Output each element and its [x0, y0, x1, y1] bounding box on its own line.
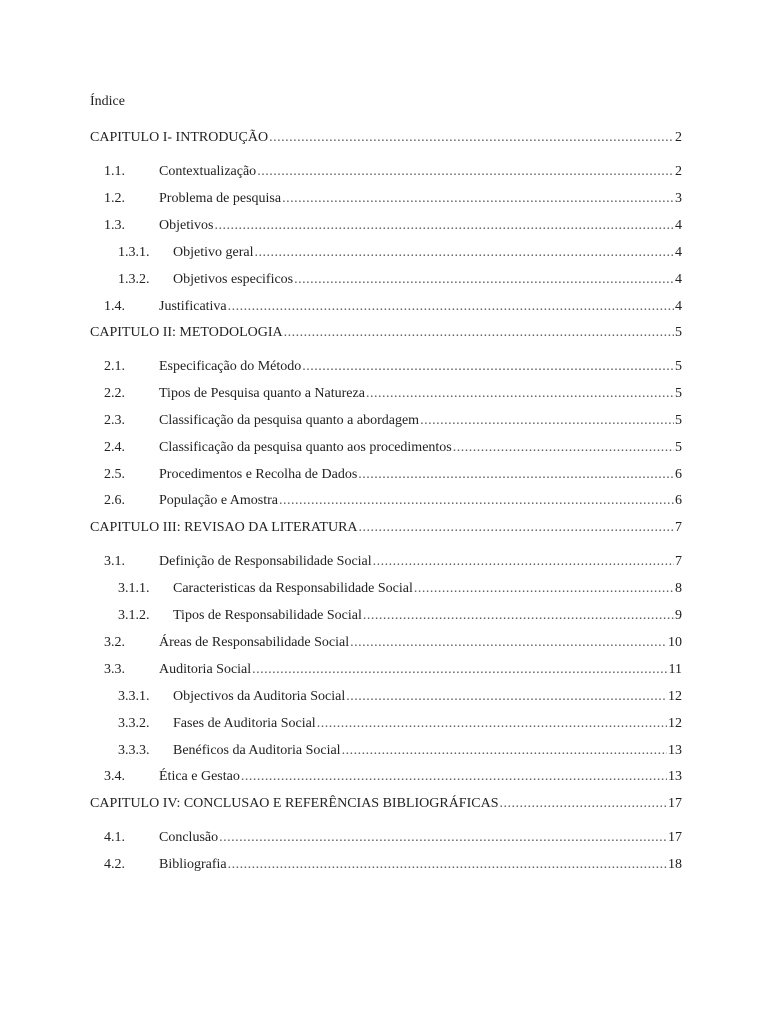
- toc-section-entry[interactable]: [90, 438, 682, 458]
- toc-dot-leader: [358, 465, 674, 485]
- toc-entry-title: Especificação do Método: [159, 359, 302, 374]
- toc-entry-title: Justificativa: [159, 299, 227, 314]
- toc-section-entry[interactable]: [90, 579, 682, 599]
- toc-section-entry[interactable]: [90, 216, 682, 236]
- toc-section-entry[interactable]: [90, 687, 682, 707]
- toc-dot-leader: [317, 714, 667, 734]
- toc-entry-title: Conclusão: [159, 830, 219, 845]
- toc-entry-title: Tipos de Pesquisa quanto a Natureza: [159, 386, 365, 401]
- toc-entry-number: 3.3.3.: [118, 743, 150, 758]
- toc-entry-page-number: 2: [675, 164, 682, 179]
- toc-section-entry[interactable]: [90, 660, 682, 680]
- toc-dot-leader: [420, 411, 674, 431]
- toc-entry-page-number: 4: [675, 245, 682, 260]
- toc-entry-title: População e Amostra: [159, 493, 278, 508]
- toc-section-entry[interactable]: [90, 243, 682, 263]
- toc-entry-number: 1.4.: [104, 299, 125, 314]
- toc-section-entry[interactable]: [90, 384, 682, 404]
- toc-entry-number: 3.2.: [104, 635, 125, 650]
- toc-entry-title: CAPITULO I- INTRODUÇÃO: [90, 130, 269, 145]
- toc-entry-title: Ética e Gestao: [159, 769, 240, 784]
- toc-entry-title: Áreas de Responsabilidade Social: [159, 635, 350, 650]
- toc-entry-title: Objetivos: [159, 218, 214, 233]
- toc-dot-leader: [346, 687, 667, 707]
- toc-entry-page-number: 5: [675, 440, 682, 455]
- toc-heading: Índice: [90, 94, 125, 109]
- toc-entry-page-number: 9: [675, 608, 682, 623]
- toc-section-entry[interactable]: [90, 633, 682, 653]
- toc-entry-page-number: 5: [675, 325, 682, 340]
- toc-dot-leader: [257, 162, 674, 182]
- toc-entry-title: Objetivo geral: [173, 245, 254, 260]
- toc-entry-title: Objectivos da Auditoria Social: [173, 689, 346, 704]
- toc-section-entry[interactable]: [90, 465, 682, 485]
- toc-entry-number: 1.1.: [104, 164, 125, 179]
- toc-entry-page-number: 4: [675, 299, 682, 314]
- toc-entry-page-number: 17: [668, 796, 682, 811]
- toc-entry-number: 2.6.: [104, 493, 125, 508]
- toc-entry-title: CAPITULO II: METODOLOGIA: [90, 325, 283, 340]
- toc-dot-leader: [214, 216, 674, 236]
- toc-dot-leader: [252, 660, 667, 680]
- toc-chapter-entry[interactable]: [90, 323, 682, 343]
- toc-dot-leader: [363, 606, 674, 626]
- toc-entry-page-number: 4: [675, 272, 682, 287]
- toc-entry-page-number: 11: [668, 662, 682, 677]
- toc-entry-title: CAPITULO IV: CONCLUSAO E REFERÊNCIAS BIBLIOGRÁFICAS: [90, 796, 499, 811]
- toc-entry-title: Bibliografia: [159, 857, 227, 872]
- toc-dot-leader: [228, 855, 667, 875]
- toc-entry-page-number: 12: [668, 716, 682, 731]
- toc-entry-number: 2.5.: [104, 467, 125, 482]
- toc-entry-number: 1.3.1.: [118, 245, 150, 260]
- toc-entry-page-number: 13: [668, 769, 682, 784]
- toc-section-entry[interactable]: [90, 411, 682, 431]
- toc-entry-page-number: 10: [668, 635, 682, 650]
- toc-entry-number: 2.2.: [104, 386, 125, 401]
- toc-dot-leader: [269, 128, 674, 148]
- toc-dot-leader: [284, 323, 674, 343]
- toc-entry-title: Benéficos da Auditoria Social: [173, 743, 341, 758]
- toc-dot-leader: [254, 243, 674, 263]
- toc-entry-number: 3.1.: [104, 554, 125, 569]
- toc-entry-page-number: 7: [675, 520, 682, 535]
- toc-dot-leader: [359, 518, 674, 538]
- toc-dot-leader: [228, 297, 674, 317]
- toc-section-entry[interactable]: [90, 552, 682, 572]
- toc-dot-leader: [366, 384, 674, 404]
- toc-entry-title: CAPITULO III: REVISAO DA LITERATURA: [90, 520, 358, 535]
- toc-entry-title: Classificação da pesquisa quanto a abordagem: [159, 413, 420, 428]
- toc-section-entry[interactable]: [90, 767, 682, 787]
- toc-dot-leader: [500, 794, 668, 814]
- toc-entry-number: 2.1.: [104, 359, 125, 374]
- toc-section-entry[interactable]: [90, 741, 682, 761]
- toc-entry-title: Contextualização: [159, 164, 257, 179]
- toc-entry-page-number: 3: [675, 191, 682, 206]
- toc-dot-leader: [453, 438, 674, 458]
- toc-entry-number: 3.1.2.: [118, 608, 150, 623]
- toc-entry-title: Problema de pesquisa: [159, 191, 282, 206]
- toc-section-entry[interactable]: [90, 606, 682, 626]
- toc-entry-number: 4.1.: [104, 830, 125, 845]
- toc-entry-number: 1.3.2.: [118, 272, 150, 287]
- toc-entry-page-number: 17: [668, 830, 682, 845]
- toc-entry-page-number: 6: [675, 467, 682, 482]
- toc-section-entry[interactable]: [90, 855, 682, 875]
- toc-chapter-entry[interactable]: [90, 128, 682, 148]
- toc-entry-title: Auditoria Social: [159, 662, 252, 677]
- toc-entry-number: 3.4.: [104, 769, 125, 784]
- toc-dot-leader: [342, 741, 667, 761]
- toc-chapter-entry[interactable]: [90, 518, 682, 538]
- toc-dot-leader: [373, 552, 674, 572]
- toc-dot-leader: [294, 270, 674, 290]
- toc-entry-title: Definição de Responsabilidade Social: [159, 554, 372, 569]
- toc-entry-title: Fases de Auditoria Social: [173, 716, 316, 731]
- toc-section-entry[interactable]: [90, 828, 682, 848]
- toc-entry-page-number: 8: [675, 581, 682, 596]
- toc-entry-title: Objetivos especificos: [173, 272, 294, 287]
- toc-entry-number: 4.2.: [104, 857, 125, 872]
- toc-section-entry[interactable]: [90, 162, 682, 182]
- toc-section-entry[interactable]: [90, 297, 682, 317]
- toc-section-entry[interactable]: [90, 189, 682, 209]
- toc-entry-page-number: 5: [675, 359, 682, 374]
- toc-entry-page-number: 4: [675, 218, 682, 233]
- toc-entry-page-number: 12: [668, 689, 682, 704]
- toc-dot-leader: [350, 633, 667, 653]
- toc-entry-title: Procedimentos e Recolha de Dados: [159, 467, 358, 482]
- toc-entry-page-number: 13: [668, 743, 682, 758]
- toc-dot-leader: [241, 767, 667, 787]
- toc-section-entry[interactable]: [90, 491, 682, 511]
- toc-chapter-entry[interactable]: [90, 794, 682, 814]
- toc-entry-page-number: 7: [675, 554, 682, 569]
- toc-entry-page-number: 18: [668, 857, 682, 872]
- toc-dot-leader: [219, 828, 667, 848]
- toc-entry-number: 1.2.: [104, 191, 125, 206]
- toc-entry-title: Caracteristicas da Responsabilidade Social: [173, 581, 413, 596]
- toc-entry-page-number: 2: [675, 130, 682, 145]
- toc-entry-number: 3.1.1.: [118, 581, 150, 596]
- toc-entry-page-number: 6: [675, 493, 682, 508]
- toc-entry-number: 2.4.: [104, 440, 125, 455]
- toc-entry-number: 3.3.: [104, 662, 125, 677]
- toc-section-entry[interactable]: [90, 357, 682, 377]
- toc-dot-leader: [279, 491, 674, 511]
- toc-dot-leader: [302, 357, 674, 377]
- toc-section-entry[interactable]: [90, 270, 682, 290]
- toc-entry-number: 2.3.: [104, 413, 125, 428]
- toc-entry-page-number: 5: [675, 413, 682, 428]
- toc-entry-number: 1.3.: [104, 218, 125, 233]
- toc-dot-leader: [282, 189, 674, 209]
- toc-dot-leader: [414, 579, 674, 599]
- toc-entry-title: Classificação da pesquisa quanto aos procedimentos: [159, 440, 452, 455]
- toc-entry-number: 3.3.1.: [118, 689, 150, 704]
- toc-section-entry[interactable]: [90, 714, 682, 734]
- toc-entry-number: 3.3.2.: [118, 716, 150, 731]
- toc-entry-title: Tipos de Responsabilidade Social: [173, 608, 362, 623]
- toc-entry-page-number: 5: [675, 386, 682, 401]
